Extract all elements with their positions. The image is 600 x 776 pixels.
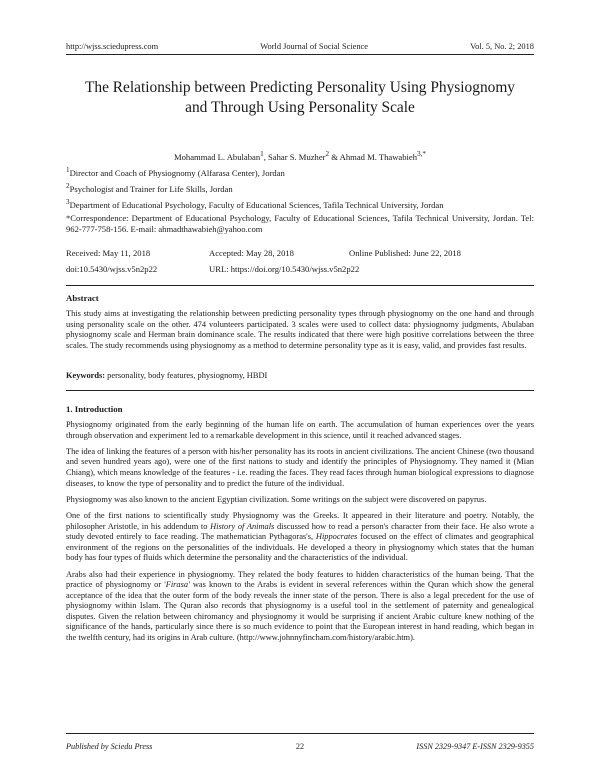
text-run: focused on the effect of climates and geographical environment of the regions on the personalities of the individuals. He developed a theory in physiognomy which states that the human body has four types of fluids which determine the personality and the characteristics of the individual. <box>66 532 534 563</box>
keywords-label: Keywords: <box>66 371 106 380</box>
affiliation-text: Director and Coach of Physiognomy (Alfarasa Center), Jordan <box>69 167 285 178</box>
keywords <box>66 371 534 380</box>
author-1-sup: 1 <box>260 150 264 158</box>
title-line-1: The Relationship between Predicting Personality Using Physiognomy <box>84 79 516 96</box>
header-divider <box>66 54 534 55</box>
doi-row <box>66 264 534 280</box>
publisher: Published by Sciedu Press <box>66 741 153 751</box>
running-header <box>66 40 534 52</box>
author-separator: & <box>329 151 340 162</box>
abstract-heading: Abstract <box>66 293 99 303</box>
keywords-list: personality, body features, physiognomy, HBDI <box>105 371 268 380</box>
italic-title: Hippocrates <box>315 532 358 542</box>
title-line-2: and Through Using Personality Scale <box>185 99 415 116</box>
author-1: Mohammad L. Abulaban <box>173 151 261 162</box>
paragraph: Physiognomy originated from the early beginning of the human life on earth. The accumulation of human experiences over the years through observation and experiment led to a remarkable development in this science, until it reached advanced stages. <box>66 420 534 440</box>
author-list <box>66 150 534 162</box>
published-date: Online Published: June 22, 2018 <box>349 248 461 258</box>
paragraph <box>66 511 534 564</box>
abstract-text: This study aims at investigating the relationship between predicting personality types through physiognomy on the one hand and through using personality scale on the other. 474 volunteers participated. 3 scales were used to collect data: physiognomy judgments, Abulaban physiognomy scale and Herman brain dominance scale. The results indicated that there were high positive correlations between the three scales. The study recommends using physiognomy as a method to determine personality type as it is easy, valid, and provides fast results. <box>66 309 534 350</box>
affiliation-sup: 2 <box>66 182 70 190</box>
section-heading-introduction: 1. Introduction <box>66 404 123 414</box>
affiliation-sup: 1 <box>66 166 70 174</box>
introduction-body <box>66 420 534 649</box>
affiliation-2 <box>66 181 534 195</box>
journal-url[interactable]: http://wjss.sciedupress.com <box>66 41 159 51</box>
abstract-divider <box>66 390 534 391</box>
text-run: Arabs also had their experience in physiognomy. They related the body features to hidden characteristics of the human being. That the practice of physiognomy or ' <box>66 569 534 590</box>
italic-term: Firasa' <box>165 580 190 590</box>
correspondence: *Correspondence: Department of Educational Psychology, Faculty of Educational Sciences, Tafila Technical University, Jordan. Tel: 962-777-758-156. E-mail: ahmadthawabieh@yahoo.com <box>66 213 534 234</box>
dates-row <box>66 248 534 264</box>
page-number: 22 <box>295 741 305 751</box>
author-2: Sahar S. Muzher <box>268 151 326 162</box>
author-separator: , <box>263 151 269 162</box>
article-title <box>66 78 534 118</box>
author-3-sup: 3,* <box>417 150 427 158</box>
affiliation-1 <box>66 165 534 179</box>
text-run: was known to the Arabs is evident in several references within the Quran which show the general acceptance of the idea that the outer form of the body reveals the inner state of the person. There is also a legal precedent for the use of physiognomy within Islam. The Quran also records that physiognomy is a useful tool in the settlement of paternity and genealogical disputes. Given the relation between chiromancy and physiognomy it would be surprising if ancient Arabic culture knew nothing of the significance of the hands, particularly since there is so much evidence to point that the European interest in hand reading, which began in the twelfth century, had its origins in Arab culture. (http://www.johnnyfincham.com/history/arabic.htm). <box>66 580 534 643</box>
text-run: One of the first nations to scientifically study Physiognomy was the Greeks. It appeared in their literature and poetry. Notably, the philosopher Aristotle, in his addendum to <box>66 510 534 531</box>
paragraph <box>66 570 534 644</box>
affiliation-3 <box>66 197 534 211</box>
author-2-sup: 2 <box>325 150 330 158</box>
volume-info: Vol. 5, No. 2; 2018 <box>470 41 534 51</box>
affiliation-sup: 3 <box>66 198 70 206</box>
footer-divider <box>66 733 534 734</box>
author-3: Ahmad M. Thawabieh <box>339 151 418 162</box>
affiliation-text: Psychologist and Trainer for Life Skills, Jordan <box>69 183 233 194</box>
issn: ISSN 2329-9347 E-ISSN 2329-9355 <box>416 741 534 751</box>
doi[interactable]: doi:10.5430/wjss.v5n2p22 <box>66 264 158 274</box>
dates-divider <box>66 285 534 286</box>
paragraph: Physiognomy was also known to the ancient Egyptian civilization. Some writings on the subject were discovered on papyrus. <box>66 494 487 504</box>
doi-url[interactable]: URL: https://doi.org/10.5430/wjss.v5n2p22 <box>209 264 360 274</box>
italic-title: History of Animals <box>210 521 275 531</box>
paragraph: The idea of linking the features of a person with his/her personality has its roots in ancient civilizations. The ancient Chinese (two thousand and seven hundred years ago), were one of the first nations to study and identify the principles of Physiognomy. They named it (Mian Chiang), which means knowledge of the features - i.e. reading the faces. They read faces through human biological expressions to diagnose diseases, to know the type of personality and to predict the future of the individual. <box>66 446 534 488</box>
accepted-date: Accepted: May 28, 2018 <box>209 248 294 258</box>
text-run: discussed how to read a person's character from their face. He also wrote a study devoted entirely to face reading. The mathematician Pythagoras's, <box>66 521 534 542</box>
publication-dates <box>66 248 534 280</box>
received-date: Received: May 11, 2018 <box>66 248 151 258</box>
running-footer <box>66 740 534 752</box>
affiliation-text: Department of Educational Psychology, Faculty of Educational Sciences, Tafila Technical University, Jordan <box>69 199 444 210</box>
journal-name: World Journal of Social Science <box>260 41 368 51</box>
